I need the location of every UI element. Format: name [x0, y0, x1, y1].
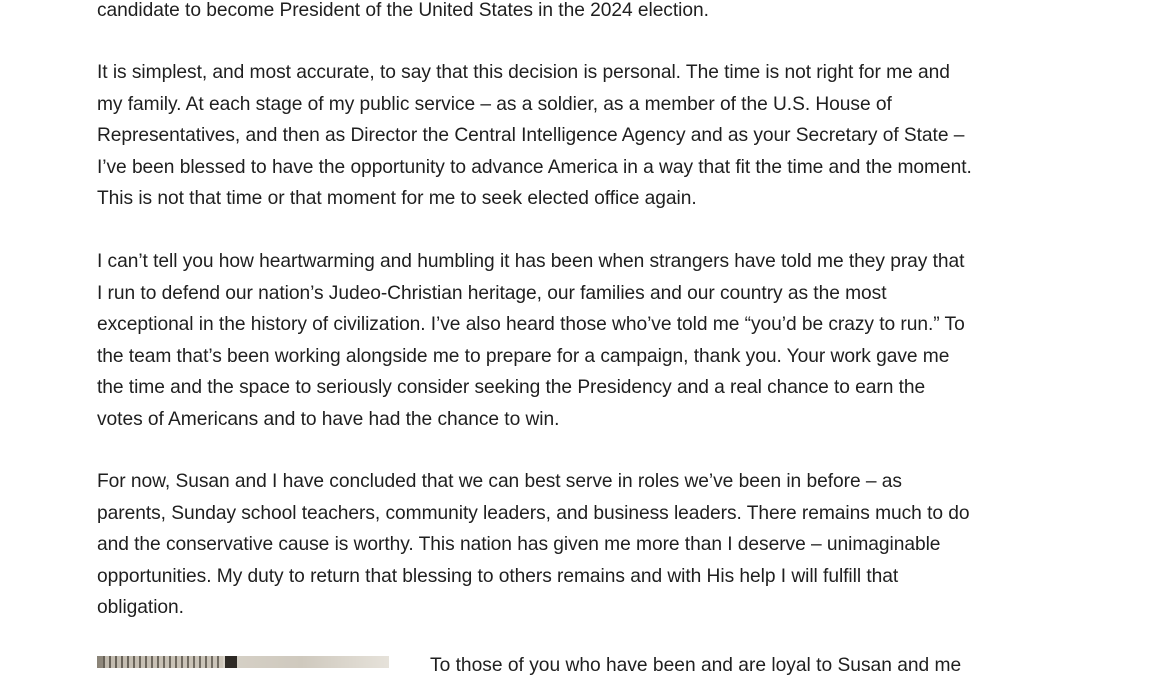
paragraph-4 — [97, 466, 1087, 624]
text-line: votes of Americans and to have had the chance to win. — [97, 408, 560, 430]
text-line: For now, Susan and I have concluded that we can best serve in roles we’ve been in before – as — [97, 471, 902, 492]
text-line: exceptional in the history of civilization. I’ve also heard those who’ve told me “you’d be crazy to run.” To — [97, 314, 965, 335]
cut-off-line: To those of you who have been and are loyal to Susan and me — [430, 655, 962, 676]
paragraph-1 — [97, 0, 1087, 27]
text-line: Representatives, and then as Director the Central Intelligence Agency and as your Secretary of State – — [97, 125, 965, 146]
text-line: I run to defend our nation’s Judeo-Christian heritage, our families and our country as the most — [97, 282, 887, 304]
family-photo — [97, 656, 389, 668]
paragraph-2 — [97, 57, 1087, 215]
photo-detail — [103, 656, 223, 668]
text-line: opportunities. My duty to return that blessing to others remains and with His help I will fulfill that — [97, 565, 899, 587]
paragraph-3 — [97, 246, 1087, 435]
text-line: candidate to become President of the United States in the 2024 election. — [97, 0, 709, 21]
text-line: I can’t tell you how heartwarming and humbling it has been when strangers have told me they pray that — [97, 251, 965, 272]
text-line: parents, Sunday school teachers, community leaders, and business leaders. There remains much to do — [97, 502, 970, 524]
photo-detail — [225, 656, 237, 668]
text-line: my family. At each stage of my public service – as a soldier, as a member of the U.S. House of — [97, 93, 892, 115]
text-line: It is simplest, and most accurate, to say that this decision is personal. The time is not right for me and — [97, 62, 950, 83]
text-line: This is not that time or that moment for me to seek elected office again. — [97, 188, 697, 209]
text-line: and the conservative cause is worthy. This nation has given me more than I deserve – unimaginable — [97, 534, 941, 555]
text-line: obligation. — [97, 597, 184, 618]
text-line: the team that’s been working alongside me to prepare for a campaign, thank you. Your work gave me — [97, 345, 950, 367]
text-line: the time and the space to seriously consider seeking the Presidency and a real chance to earn the — [97, 377, 926, 398]
text-line: I’ve been blessed to have the opportunity to advance America in a way that fit the time and the moment. — [97, 156, 972, 178]
